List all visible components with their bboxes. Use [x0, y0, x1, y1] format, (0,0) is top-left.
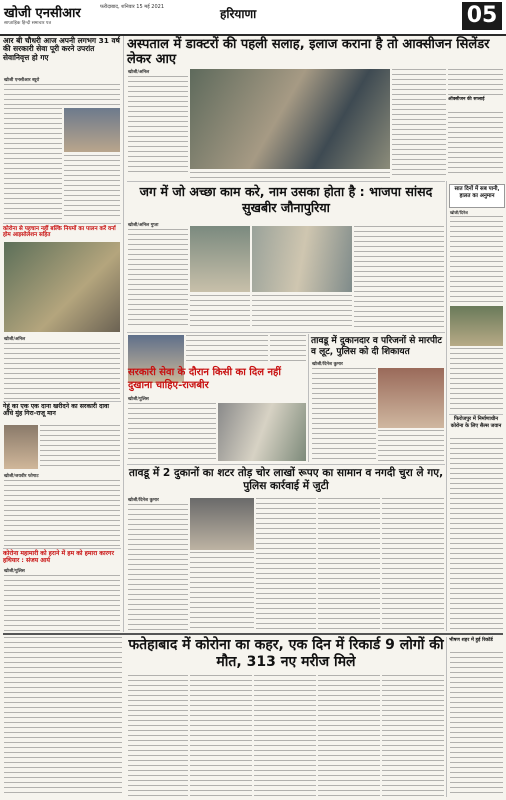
rajbir-body-2: [270, 335, 306, 365]
farewell-photo: [218, 403, 306, 461]
sukhbir-photo: [190, 226, 250, 292]
tau-body: [312, 368, 376, 461]
oxygen-body-4: [190, 172, 390, 178]
top-left-body: [4, 84, 120, 108]
sukhbir-body-4: [354, 226, 444, 329]
ceremony-photo: [252, 226, 352, 292]
corona-fight-headline: कोरोना महामारी को हराने में हम को हमारा कारगर हथियार : संजय आर्य: [3, 550, 114, 564]
right-bottom-headline: भीषण शहर में हुई रिकॉर्ड: [449, 638, 493, 643]
fatehabad-headline: फतेहाबाद में कोरोना का कहर, एक दिन में रिकार्ड 9 लोगों की मौत, 313 नए मरीज मिले: [128, 637, 444, 670]
right-box-header: [449, 184, 505, 208]
top-left-body-3: [64, 155, 120, 220]
sukhbir-body-2: [190, 295, 250, 329]
paper-name: खोजी एनसीआर: [4, 6, 81, 21]
shop-shutter-photo: [190, 498, 254, 550]
fatehabad-body-3: [254, 675, 316, 797]
right-box-body: [450, 216, 503, 304]
masthead-info: साप्ताहिक हिन्दी समाचार पत्र: [4, 21, 51, 26]
oxygen-byline: खोजी/अनिल: [128, 70, 150, 75]
sukhbir-headline: जग में जो अच्छा काम करे, नाम उसका होता है : भाजपा सांसद सुखबीर जौनापुरिया: [139, 184, 433, 215]
top-left-byline: खोजी एनसीआर ब्यूरो: [4, 78, 40, 83]
fatehabad-body-1: [128, 675, 188, 797]
rajbir-byline: खोजी/पुलिस: [128, 397, 149, 402]
tau-photo: [378, 368, 444, 428]
right-bottom-body: [450, 652, 503, 797]
covid-rules-headline: कोरोना से पहचान नहीं बल्कि नियमों का पालन करें वर्ना होम आइसोलेशन सहित: [3, 226, 116, 239]
right-box-headline: सात दिनों में सब पानी, हालत का अनुमान: [454, 186, 500, 199]
sukhbir-body-3: [252, 295, 352, 329]
oxygen-cylinder-photo: [190, 69, 390, 169]
right-box-byline: खोजी/दिनेश: [450, 210, 468, 215]
shops-body-4: [318, 498, 380, 630]
shops-byline: खोजी/दिनेश कुमार: [128, 498, 159, 503]
covid-rules-body: [4, 343, 120, 399]
masthead: [0, 0, 506, 36]
fatehabad-body-2: [190, 675, 252, 797]
tau-headline: तावडू में दुकानदार व परिजनों से मारपीट व लूट, पुलिस को दी शिकायत: [311, 336, 442, 357]
corona-fight-body-2: [4, 637, 122, 797]
corona-fight-body: [4, 575, 120, 631]
shops-headline: तावडू में 2 दुकानों का शटर तोड़ चोर लाखों रूपए का सामान व नगदी चुरा ले गए, पुलिस कार्रवाई में जुटी: [128, 467, 444, 492]
oxygen-headline: अस्पताल में डाक्टरों की पहली सलाह, इलाज कराना है तो आक्सीजन सिलेंडर लेकर आए: [127, 37, 490, 67]
tau-body-2: [378, 430, 444, 461]
oxygen-body-2: [392, 69, 446, 176]
oxygen-body-3a: [448, 69, 503, 96]
wheat-body: [4, 480, 120, 546]
shops-body-1: [128, 504, 188, 630]
right-box-photo: [450, 306, 503, 346]
oxygen-subheading: ऑक्सीजन की सप्लाई: [448, 97, 485, 102]
right-box-body-2: [450, 348, 503, 412]
section-title: हरियाणा: [220, 7, 257, 21]
shops-body-3: [256, 498, 316, 630]
shops-body-2: [190, 552, 254, 630]
page-number: 05: [462, 2, 502, 30]
oxygen-body-3: [448, 112, 503, 176]
shops-body-5: [382, 498, 444, 630]
official-photo: [64, 108, 120, 152]
masthead-date: फरीदाबाद, शनिवार 15 मई 2021: [100, 4, 165, 10]
covid-rules-byline: खोजी/अनिल: [4, 337, 26, 342]
top-left-headline: आर बी चौधरी आज अपनी लगभग 31 वर्ष की सरकारी सेवा पूरी करने उपरांत सेवानिवृत्त हो गए: [3, 36, 120, 62]
sukhbir-body-1: [128, 229, 188, 329]
rajbir-body-top: [186, 335, 268, 365]
wheat-body-top: [40, 425, 120, 469]
right-lower-headline: फिरोजपुर में निर्माणाधीन कोरोना के लिए सैल्स जवान: [450, 416, 502, 429]
tau-byline: खोजी/दिनेश कुमार: [312, 362, 343, 367]
fatehabad-body-5: [382, 675, 444, 797]
sukhbir-byline: खोजी/अनिल गुप्ता: [128, 223, 159, 228]
oxygen-body-1: [128, 76, 188, 176]
top-left-body-2: [4, 108, 62, 220]
right-lower-body: [450, 438, 503, 631]
covid-rules-photo: [4, 242, 120, 332]
corona-fight-byline: खोजी/पुलिस: [4, 569, 25, 574]
fatehabad-body-4: [318, 675, 380, 797]
rajbir-body-1: [128, 403, 216, 461]
rajbir-headline: सरकारी सेवा के दौरान किसी का दिल नहीं दुखाना चाहिए-राजबीर: [128, 367, 281, 391]
raju-maan-photo: [4, 425, 38, 469]
wheat-byline: खोजी/जयवीर फोगाट: [4, 474, 39, 479]
wheat-headline: गेहूं का एक एक दाना खरीदने का सरकारी दावा औंधे मुंह गिरा-राजू मान: [3, 403, 110, 417]
